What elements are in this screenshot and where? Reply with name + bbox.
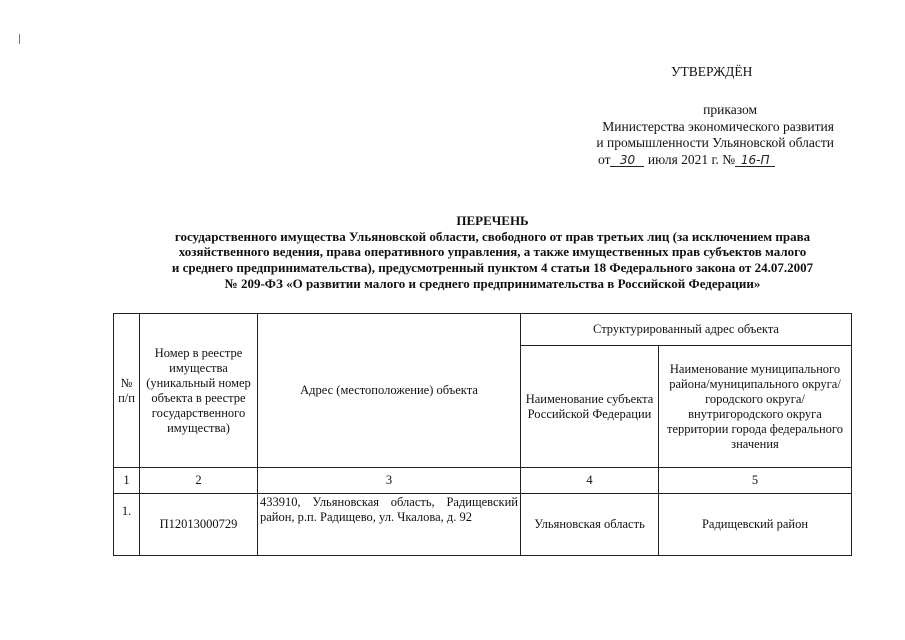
row-subject: Ульяновская область xyxy=(521,494,659,556)
title-line-3: и среднего предпринимательства), предусмотренный пунктом 4 статьи 18 Федерального закона от 24.07.2007 xyxy=(171,260,814,276)
row-address: 433910, Ульяновская область, Радищевский район, р.п. Радищево, ул. Чкалова, д. 92 xyxy=(258,494,521,556)
date-prefix: от xyxy=(598,152,611,167)
ministry-line-2: и промышленности Ульяновской области xyxy=(596,135,834,150)
title-line-2: хозяйственного ведения, права оперативного управления, а также имущественных прав субъектов малого xyxy=(178,244,807,260)
document-title xyxy=(80,213,905,292)
ministry-line-1: Министерства экономического развития xyxy=(602,119,834,134)
header-structured-address: Структурированный адрес объекта xyxy=(521,314,852,346)
property-table xyxy=(113,313,852,556)
column-number-1: 1 xyxy=(114,468,140,494)
handwritten-number: 16-П xyxy=(735,154,775,167)
column-number-5: 5 xyxy=(659,468,852,494)
header-num: № п/п xyxy=(114,314,140,468)
approved-label: УТВЕРЖДЁН xyxy=(671,64,753,79)
header-address: Адрес (местоположение) объекта xyxy=(258,314,521,468)
table-row xyxy=(114,494,852,556)
column-number-3: 3 xyxy=(258,468,521,494)
title-line-1: государственного имущества Ульяновской области, свободного от прав третьих лиц (за исключением права xyxy=(174,228,811,244)
column-number-2: 2 xyxy=(140,468,258,494)
header-subject: Наименование субъекта Российской Федерации xyxy=(521,346,659,468)
title-line-4: № 209-ФЗ «О развитии малого и среднего предпринимательства в Российской Федерации» xyxy=(224,275,761,291)
scan-mark xyxy=(19,34,20,44)
order-label: приказом xyxy=(703,102,757,117)
title-heading: ПЕРЕЧЕНЬ xyxy=(456,213,529,228)
month-year: июля 2021 г. № xyxy=(647,152,736,167)
column-number-4: 4 xyxy=(521,468,659,494)
row-registry: П12013000729 xyxy=(140,494,258,556)
row-district: Радищевский район xyxy=(659,494,852,556)
row-num: 1. xyxy=(114,494,140,556)
order-date-line xyxy=(598,152,775,168)
header-district: Наименование муниципального района/муниципального округа/городского округа/внутригородского округа территории города федерального значения xyxy=(659,346,852,468)
header-registry: Номер в реестре имущества (уникальный номер объекта в реестре государственного имущества) xyxy=(140,314,258,468)
handwritten-day: 30 xyxy=(610,154,644,167)
